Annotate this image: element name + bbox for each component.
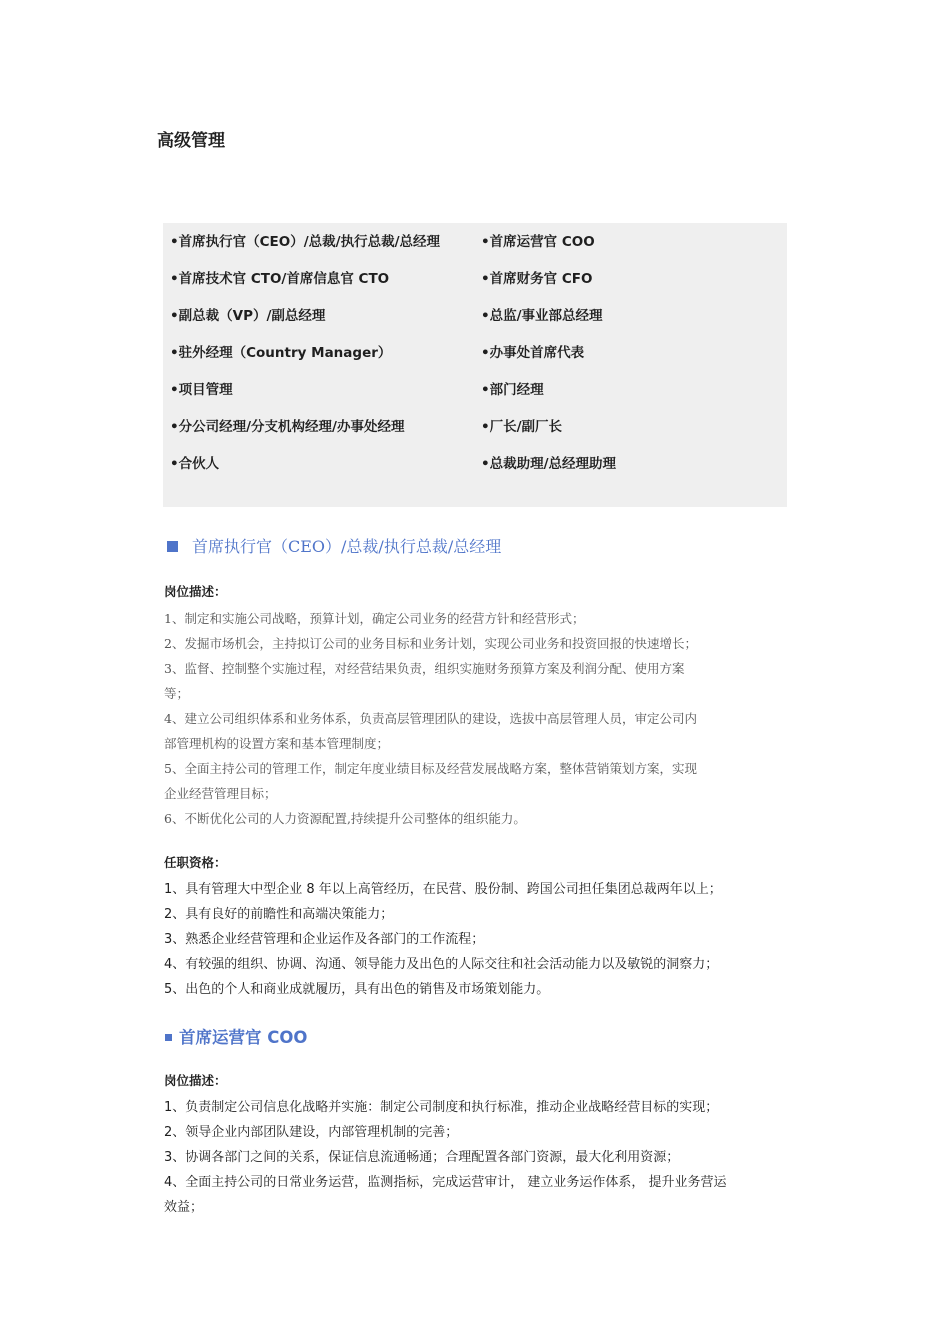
role-item-partner[interactable]: •合伙人 (170, 456, 220, 472)
role-item-ceo[interactable]: •首席执行官（CEO）/总裁/执行总裁/总经理 (170, 234, 441, 250)
role-item-factory-director[interactable]: •厂长/副厂长 (481, 419, 563, 435)
role-item-chief-representative[interactable]: •办事处首席代表 (481, 345, 585, 361)
ceo-qualification-list (164, 877, 789, 1002)
role-item-department-manager[interactable]: •部门经理 (481, 382, 544, 398)
list-item: 1、具有管理大中型企业 8 年以上高管经历，在民营、股份制、跨国公司担任集团总裁两年以上； (164, 882, 722, 897)
role-item-country-manager[interactable]: •驻外经理（Country Manager） (170, 345, 392, 361)
list-item: 效益； (164, 1200, 204, 1215)
list-item: 6、不断优化公司的人力资源配置,持续提升公司整体的组织能力。 (164, 811, 526, 826)
role-item-coo[interactable]: •首席运营官 COO (481, 234, 595, 250)
list-item: 等； (164, 686, 190, 701)
coo-description-list (164, 1095, 789, 1220)
list-item: 1、制定和实施公司战略，预算计划，确定公司业务的经营方针和经营形式； (164, 611, 585, 626)
section-heading-coo-text: 首席运营官 COO (179, 1028, 308, 1047)
page-title: 高级管理 (157, 131, 225, 151)
list-item: 5、出色的个人和商业成就履历，具有出色的销售及市场策划能力。 (164, 982, 550, 997)
list-item: 4、建立公司组织体系和业务体系，负责高层管理团队的建设，选拔中高层管理人员，审定公司内 (164, 711, 697, 726)
role-item-vp[interactable]: •副总裁（VP）/副总经理 (170, 308, 326, 324)
list-item: 3、监督、控制整个实施过程，对经营结果负责，组织实施财务预算方案及利润分配、使用方案 (164, 661, 685, 676)
ceo-description-block (164, 582, 789, 831)
list-item: 1、负责制定公司信息化战略并实施：制定公司制度和执行标准，推动企业战略经营目标的实现； (164, 1100, 719, 1115)
ceo-description-label: 岗位描述： (164, 584, 227, 599)
section-heading-ceo (164, 534, 501, 557)
ceo-description-list (164, 606, 789, 831)
ceo-qualification-block (164, 853, 789, 1002)
role-item-cto[interactable]: •首席技术官 CTO/首席信息官 CTO (170, 271, 390, 287)
list-item: 部管理机构的设置方案和基本管理制度； (164, 736, 390, 751)
list-item: 2、发掘市场机会，主持拟订公司的业务目标和业务计划，实现公司业务和投资回报的快速增长； (164, 636, 697, 651)
square-bullet-icon (167, 541, 178, 552)
section-heading-coo (164, 1024, 307, 1048)
coo-description-block (164, 1071, 789, 1220)
list-item: 企业经营管理目标； (164, 786, 277, 801)
list-item: 3、协调各部门之间的关系，保证信息流通畅通；合理配置各部门资源，最大化利用资源； (164, 1150, 680, 1165)
role-item-branch-manager[interactable]: •分公司经理/分支机构经理/办事处经理 (170, 419, 405, 435)
ceo-qualification-label: 任职资格： (164, 855, 227, 870)
role-list-panel (163, 223, 787, 507)
role-item-cfo[interactable]: •首席财务官 CFO (481, 271, 593, 287)
list-item: 4、全面主持公司的日常业务运营，监测指标，完成运营审计， 建立业务运作体系， 提升业务营运 (164, 1175, 727, 1190)
list-item: 2、领导企业内部团队建设，内部管理机制的完善； (164, 1125, 459, 1140)
section-heading-ceo-text: 首席执行官（CEO）/总裁/执行总裁/总经理 (192, 537, 502, 556)
role-grid (170, 231, 781, 490)
list-item: 2、具有良好的前瞻性和高端决策能力； (164, 907, 394, 922)
role-item-president-assistant[interactable]: •总裁助理/总经理助理 (481, 456, 617, 472)
square-bullet-icon (165, 1034, 172, 1041)
role-item-director[interactable]: •总监/事业部总经理 (481, 308, 603, 324)
list-item: 3、熟悉企业经营管理和企业运作及各部门的工作流程； (164, 932, 485, 947)
list-item: 5、全面主持公司的管理工作，制定年度业绩目标及经营发展战略方案，整体营销策划方案，实现 (164, 761, 697, 776)
list-item: 4、有较强的组织、协调、沟通、领导能力及出色的人际交往和社会活动能力以及敏锐的洞察力； (164, 957, 719, 972)
role-item-project-management[interactable]: •项目管理 (170, 382, 233, 398)
coo-description-label: 岗位描述： (164, 1073, 227, 1088)
